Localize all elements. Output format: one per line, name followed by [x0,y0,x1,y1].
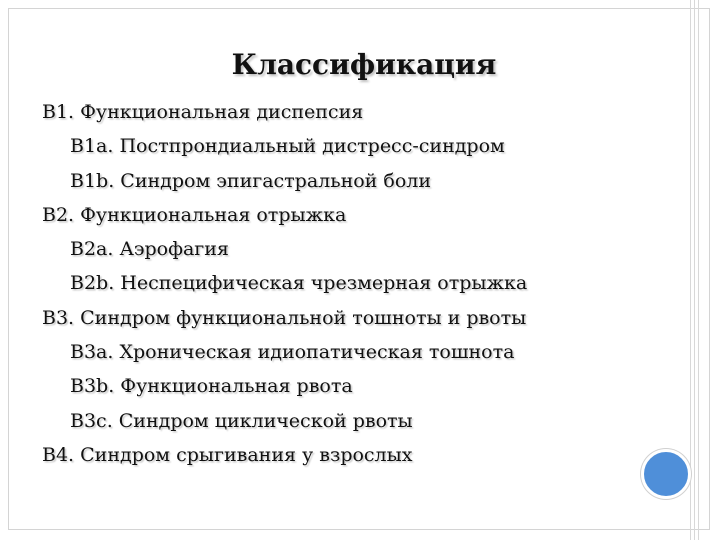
list-item: B2. Функциональная отрыжка [42,203,347,226]
list-item: B2b. Неспецифическая чрезмерная отрыжка [70,272,528,295]
list-item: B1. Функциональная диспепсия [42,101,364,123]
list-item: B3a. Хроническая идиопатическая тошнота [70,341,515,364]
list-item: B1b. Синдром эпигастральной боли [70,169,431,192]
list-item: B3. Синдром функциональной тошноты и рвоты [42,306,527,329]
list-item: B4. Синдром срыгивания у взрослых [42,443,413,466]
classification-list [42,95,672,472]
slide-title: Классификация [231,48,497,81]
list-item: B1a. Постпрондиальный дистресс-синдром [70,135,505,158]
list-item: B3c. Синдром циклической рвоты [70,409,413,432]
list-item: B3b. Функциональная рвота [70,375,353,398]
decorative-circle [641,449,691,499]
list-item: B2a. Аэрофагия [70,238,229,261]
